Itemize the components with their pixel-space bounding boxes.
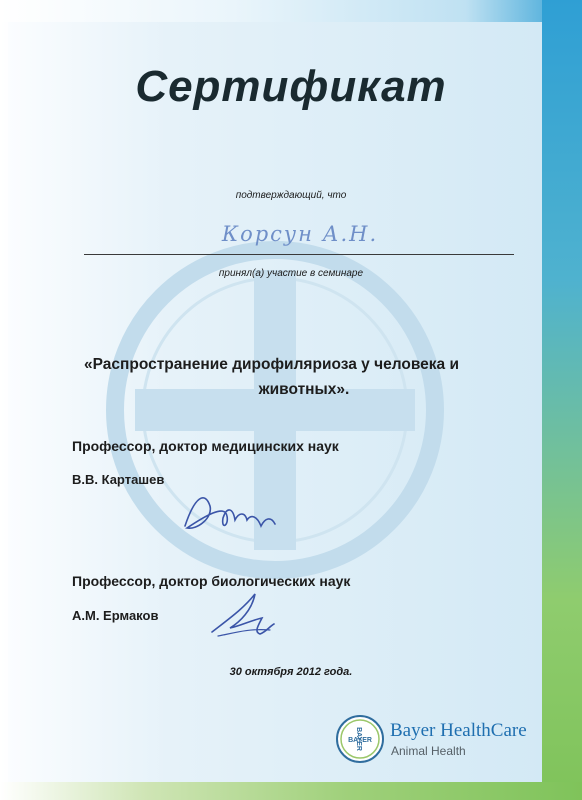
seminar-title-line2: животных». bbox=[258, 381, 350, 398]
signer1-signature bbox=[175, 486, 295, 542]
brand-division: Animal Health bbox=[391, 744, 466, 758]
certificate-title: Сертификат bbox=[135, 62, 447, 111]
logo-vertical-text: BAYER bbox=[355, 727, 362, 751]
signer2-name: А.М. Ермаков bbox=[72, 608, 159, 623]
participated-text: принял(а) участие в семинаре bbox=[218, 268, 364, 279]
certificate-date: 30 октября 2012 года. bbox=[229, 666, 353, 678]
signer1-name: В.В. Карташев bbox=[72, 472, 165, 487]
brand-bayer: Bayer bbox=[390, 720, 436, 741]
recipient-name: Корсун А.Н. bbox=[221, 222, 379, 246]
top-border bbox=[0, 0, 582, 22]
signer1-title: Профессор, доктор медицинских наук bbox=[72, 438, 339, 454]
logo-horizontal-text: BAYER bbox=[348, 737, 372, 744]
confirm-text: подтверждающий, что bbox=[235, 190, 347, 201]
seminar-title-line1: «Распространение дирофиляриоза у человека и bbox=[84, 356, 459, 373]
brand-name bbox=[390, 720, 527, 742]
brand-healthcare: HealthCare bbox=[440, 720, 527, 741]
seminar-title bbox=[84, 352, 524, 402]
name-underline bbox=[84, 254, 514, 255]
bottom-border bbox=[0, 782, 582, 800]
signer2-signature bbox=[200, 588, 290, 644]
signer2-title: Профессор, доктор биологических наук bbox=[72, 573, 351, 589]
right-border bbox=[542, 0, 582, 800]
bayer-cross-logo-icon bbox=[335, 714, 385, 764]
